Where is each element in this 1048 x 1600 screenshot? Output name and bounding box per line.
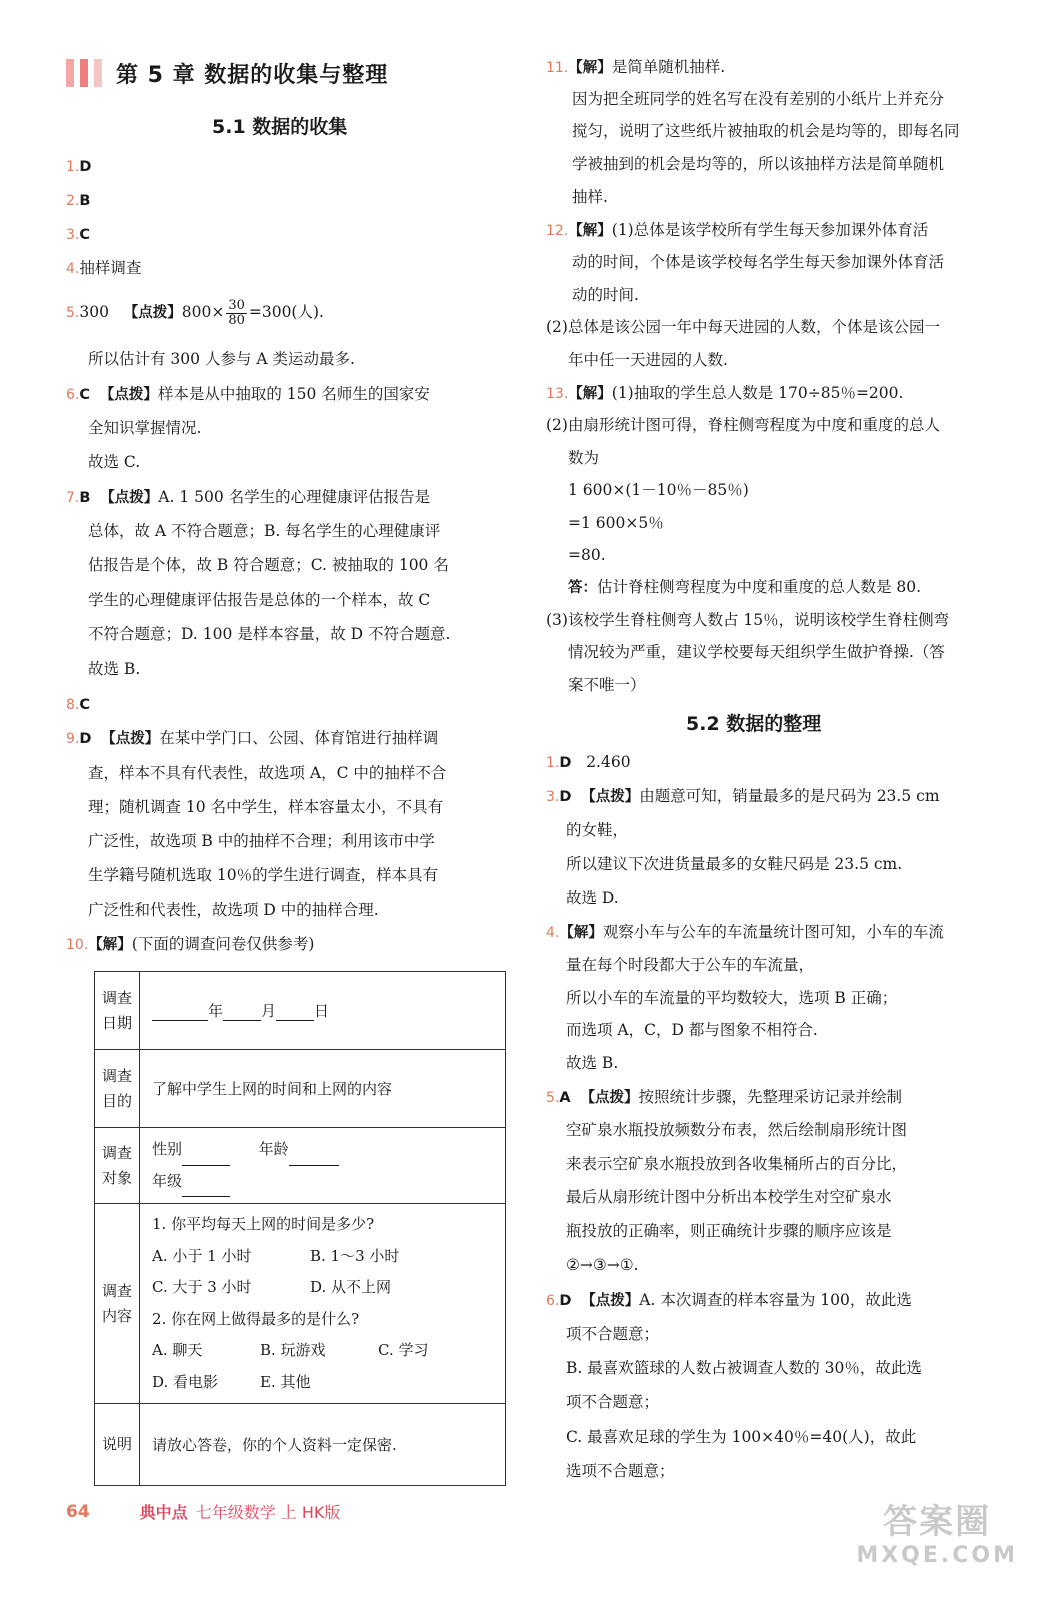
answer-11-line-4: 学被抽到的机会是均等的，所以该抽样方法是简单随机 [572, 155, 945, 173]
publisher-logo: 典中点 [139, 1503, 188, 1522]
answer-r3-line-4: 故选 D. [566, 889, 619, 907]
answer-7-line-2: 总体，故 A 不符合题意；B. 每名学生的心理健康评 [88, 522, 441, 540]
answer-11-line-2: 因为把全班同学的姓名写在没有差别的小纸片上并充分 [572, 90, 945, 108]
answer-13-line-7: 答：估计脊柱侧弯程度为中度和重度的总人数是 80. [568, 578, 922, 596]
survey-content-questions [140, 1204, 506, 1404]
answer-r5: 5.A 【点拨】按照统计步骤，先整理采访记录并绘制 [546, 1088, 902, 1106]
fraction: $\frac{30}{80}$ [228, 298, 245, 328]
answer-11-line-5: 抽样. [572, 188, 608, 206]
answer-13: 13.【解】(1)抽取的学生总人数是 170÷85％=200. [546, 384, 904, 402]
answer-5-line-2: 所以估计有 300 人参与 A 类运动最多. [88, 350, 355, 368]
answer-3: 3.C [66, 227, 91, 243]
answer-13-line-5: =1 600×5％ [568, 514, 664, 532]
answer-r6-line-2: 项不合题意； [566, 1325, 660, 1343]
answer-r3-line-2: 的女鞋， [566, 821, 629, 839]
survey-header-content: 调查 内容 [95, 1204, 140, 1404]
answer-13-line-6: =80. [568, 546, 606, 564]
answer-r5-line-5: 瓶投放的正确率，则正确统计步骤的顺序应该是 [566, 1222, 892, 1240]
answer-4: 4.抽样调查 [66, 259, 142, 277]
answer-12-line-5: 年中任一天进园的人数. [568, 351, 728, 369]
answer-12-line-4: (2)总体是该公园一年中每天进园的人数，个体是该公园一 [546, 318, 940, 336]
book-title: 七年级数学 上 HK版 [195, 1503, 341, 1522]
survey-options-1b: C. 大于 3 小时 D. 从不上网 [152, 1278, 392, 1296]
answer-6: 6.C 【点拨】样本是从中抽取的 150 名师生的国家安 [66, 385, 430, 403]
answer-r6: 6.D 【点拨】A. 本次调查的样本容量为 100，故此选 [546, 1291, 912, 1309]
survey-header-purpose: 调查 目的 [95, 1050, 140, 1128]
answer-r4-line-4: 而选项 A，C，D 都与图象不相符合. [566, 1021, 818, 1039]
watermark: 答案圈 MXQE.COM [856, 1502, 1018, 1568]
answer-12-line-3: 动的时间. [572, 286, 639, 304]
answer-12: 12.【解】(1)总体是该学校所有学生每天参加课外体育活 [546, 221, 929, 239]
answer-13-line-8: (3)该校学生脊柱侧弯人数占 15％，说明该校学生脊柱侧弯 [546, 611, 950, 629]
answer-r4-line-5: 故选 B. [566, 1054, 619, 1072]
survey-note-text: 请放心答卷，你的个人资料一定保密. [140, 1404, 506, 1486]
answer-9-line-5: 生学籍号随机选取 10％的学生进行调查，样本具有 [88, 866, 439, 884]
answer-9-line-6: 广泛性和代表性，故选项 D 中的抽样合理. [88, 901, 379, 919]
answer-7: 7.B 【点拨】A. 1 500 名学生的心理健康评估报告是 [66, 488, 431, 506]
answer-13-line-4: 1 600×(1－10％－85％) [568, 481, 749, 499]
survey-target-fields: 性别 年龄 年级 [140, 1128, 506, 1204]
answer-r6-line-5: C. 最喜欢足球的学生为 100×40％=40(人)，故此 [566, 1428, 917, 1446]
chapter-title: 第 5 章 数据的收集与整理 [116, 62, 389, 88]
section-title-5-1: 5.1 数据的收集 [212, 116, 348, 138]
survey-options-1a: A. 小于 1 小时 B. 1～3 小时 [152, 1246, 400, 1265]
answer-r4-line-3: 所以小车的车流量的平均数较大，选项 B 正确； [566, 989, 898, 1007]
survey-options-2a: A. 聊天 B. 玩游戏 C. 学习 [152, 1341, 429, 1359]
answer-8: 8.C [66, 697, 91, 713]
survey-header-note: 说明 [95, 1404, 140, 1486]
answer-6-line-2: 全知识掌握情况. [88, 419, 202, 437]
survey-question-2: 2. 你在网上做得最多的是什么? [152, 1309, 360, 1328]
answer-13-line-10: 案不唯一） [568, 676, 646, 694]
answer-7-line-3: 估报告是个体，故 B 符合题意；C. 被抽取的 100 名 [88, 556, 449, 574]
survey-row-date [95, 972, 506, 1050]
answer-9-line-3: 理；随机调查 10 名中学生，样本容量太小，不具有 [88, 798, 444, 816]
survey-table [94, 971, 506, 1486]
survey-header-date: 调查 日期 [95, 972, 140, 1050]
answer-2: 2.B [66, 193, 91, 209]
answer-7-line-4: 学生的心理健康评估报告是总体的一个样本，故 C [88, 591, 431, 609]
survey-options-2b: D. 看电影 E. 其他 [152, 1372, 311, 1391]
answer-r5-line-4: 最后从扇形统计图中分析出本校学生对空矿泉水 [566, 1188, 892, 1206]
answer-10: 10.【解】(下面的调查问卷仅供参考) [66, 935, 315, 953]
survey-question-1: 1. 你平均每天上网的时间是多少? [152, 1215, 375, 1233]
answer-7-line-6: 故选 B. [88, 660, 141, 678]
answer-13-line-9: 情况较为严重，建议学校要每天组织学生做护脊操.（答 [568, 643, 945, 661]
answer-r5-line-6: ②→③→①. [566, 1256, 639, 1274]
chapter-header [66, 56, 388, 90]
survey-row-target [95, 1128, 506, 1204]
survey-row-content [95, 1204, 506, 1404]
answer-6-line-3: 故选 C. [88, 453, 141, 471]
page-number: 64 [66, 1501, 90, 1522]
answer-7-line-5: 不符合题意；D. 100 是样本容量，故 D 不符合题意. [88, 625, 451, 643]
answer-r5-line-2: 空矿泉水瓶投放频数分布表，然后绘制扇形统计图 [566, 1121, 908, 1139]
survey-purpose-text: 了解中学生上网的时间和上网的内容 [140, 1050, 506, 1128]
answer-11: 11.【解】是简单随机抽样. [546, 58, 726, 76]
page-footer [66, 1500, 340, 1523]
survey-row-purpose [95, 1050, 506, 1128]
answer-r3-line-3: 所以建议下次进货量最多的女鞋尺码是 23.5 cm. [566, 855, 903, 873]
answer-r6-line-3: B. 最喜欢篮球的人数占被调查人数的 30％，故此选 [566, 1359, 922, 1377]
answer-13-line-2: (2)由扇形统计图可得，脊柱侧弯程度为中度和重度的总人 [546, 416, 940, 434]
survey-row-note [95, 1404, 506, 1486]
section-title-5-2: 5.2 数据的整理 [686, 713, 822, 735]
answer-r1: 1.D 2.460 [546, 753, 631, 771]
chapter-bars-icon [66, 59, 102, 87]
answer-9-line-2: 查，样本不具有代表性，故选项 A，C 中的抽样不合 [88, 764, 447, 782]
answer-r4-line-2: 量在每个时段都大于公车的车流量， [566, 956, 815, 974]
answer-r4: 4.【解】观察小车与公车的车流量统计图可知，小车的车流 [546, 923, 944, 941]
answer-9: 9.D 【点拨】在某中学门口、公园、体育馆进行抽样调 [66, 729, 439, 747]
answer-11-line-3: 搅匀，说明了这些纸片被抽取的机会是均等的，即每名同 [572, 122, 960, 140]
answer-r6-line-6: 选项不合题意； [566, 1462, 675, 1480]
answer-5: 5.300 【点拨】800× $\frac{30}{80}$ =300(人). [66, 298, 324, 328]
answer-12-line-2: 动的时间，个体是该学校每名学生每天参加课外体育活 [572, 253, 945, 271]
answer-13-line-3: 数为 [568, 449, 600, 467]
answer-r5-line-3: 来表示空矿泉水瓶投放到各收集桶所占的百分比， [566, 1155, 908, 1173]
answer-r6-line-4: 项不合题意； [566, 1393, 660, 1411]
survey-header-target: 调查 对象 [95, 1128, 140, 1204]
answer-1: 1.D [66, 159, 92, 175]
answer-r3: 3.D 【点拨】由题意可知，销量最多的是尺码为 23.5 cm [546, 787, 940, 805]
survey-date-fields: 年 月 日 [140, 972, 506, 1050]
answer-9-line-4: 广泛性，故选项 B 中的抽样不合理；利用该市中学 [88, 832, 435, 850]
